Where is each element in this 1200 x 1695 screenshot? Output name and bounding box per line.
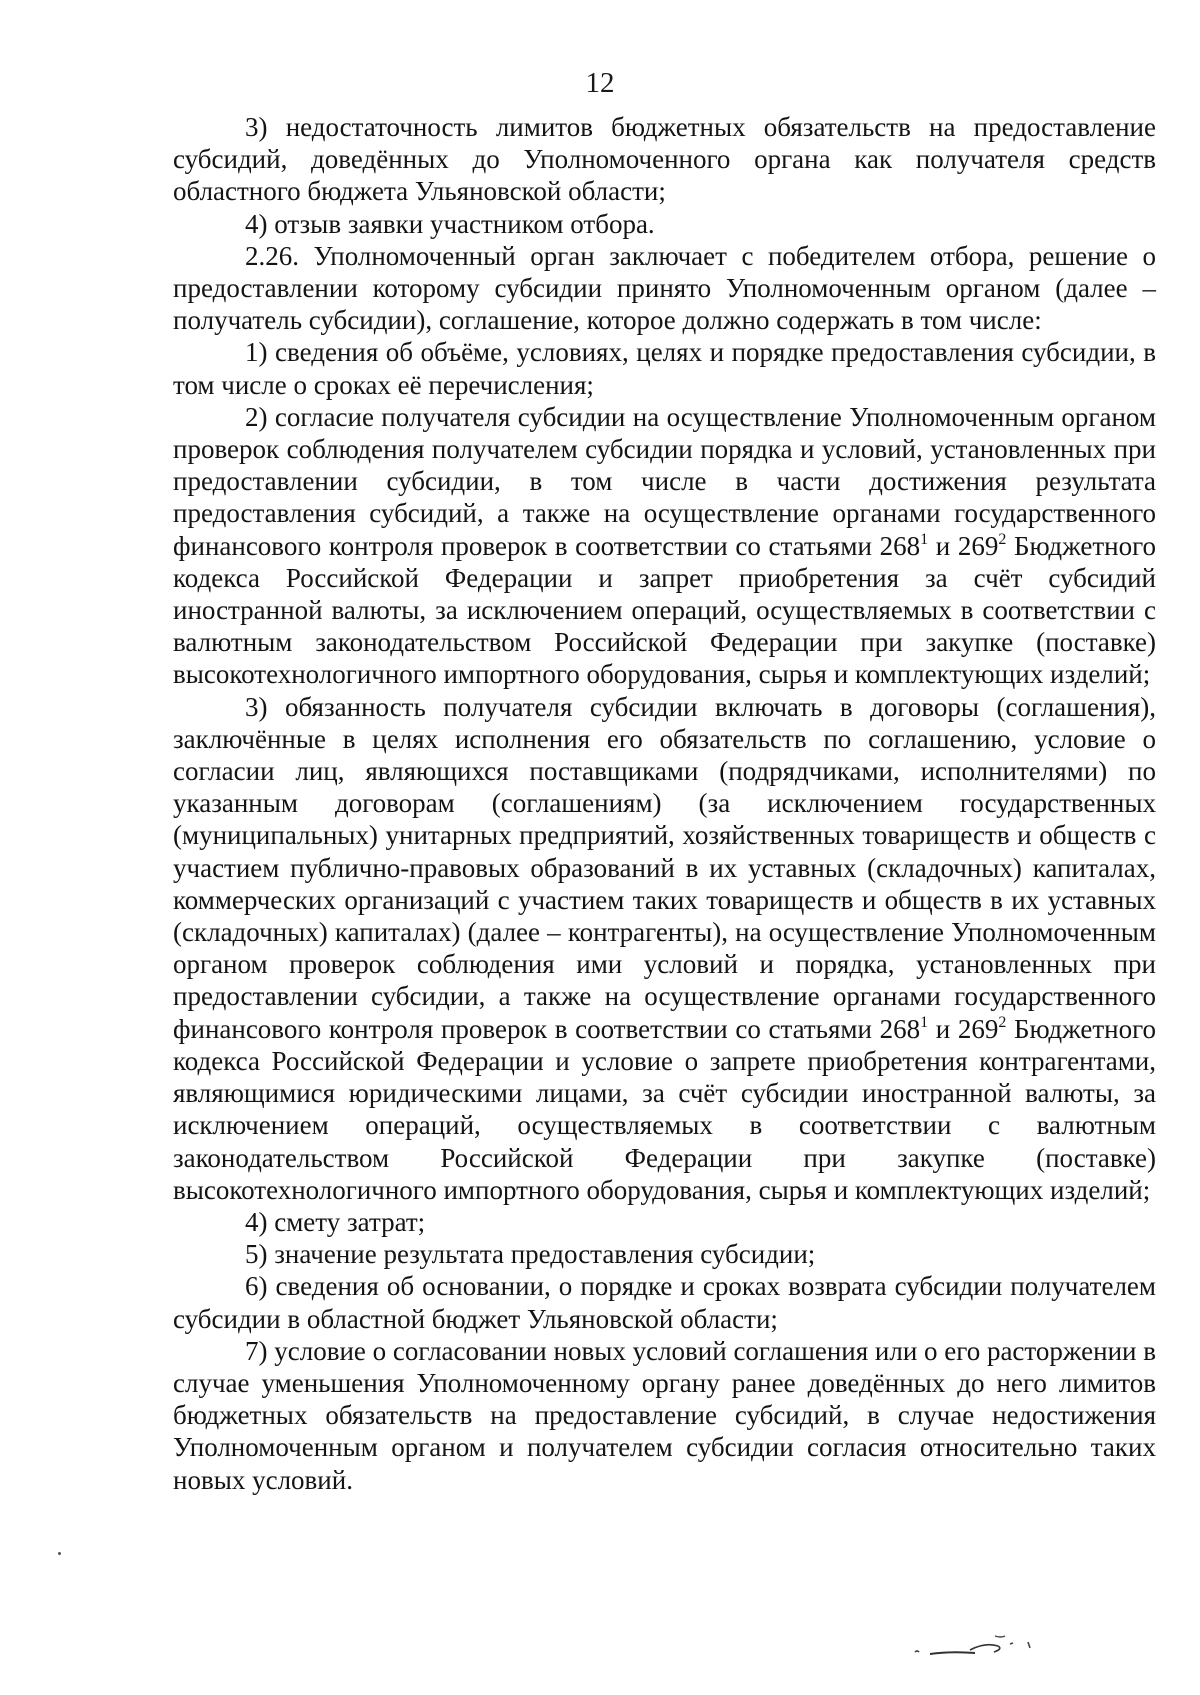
text-segment: 2) согласие получателя субсидии на осуществление Уполномоченным органом проверок соблюдения получателем субсидии порядка и условий, установленных при предоставлении субсидии, в том числе в части достижения результата предоставления субсидий, а также на осуществление органами государственного финансового контроля проверок в соответствии со статьями 268: [173, 401, 1156, 561]
text-segment: Бюджетного кодекса Российской Федерации и запрет приобретения за счёт субсидий иностранной валюты, за исключением операций, осуществляемых в соответствии с валютным законодательством Российской Федерации при закупке (поставке) высокотехнологичного импортного оборудования, сырья и комплектующих изделий;: [173, 530, 1157, 690]
paragraph-item-3-limits: 3) недостаточность лимитов бюджетных обязательств на предоставление субсидий, доведённых до Уполномоченного органа как получателя средств областного бюджета Ульяновской области;: [173, 112, 1156, 207]
paragraph-clause-2-26: 2.26. Уполномоченный орган заключает с победителем отбора, решение о предоставлении которому субсидии принято Уполномоченным органом (далее – получатель субсидии), соглашение, которое должно содержать в том числе:: [173, 240, 1156, 336]
scan-speck: [58, 1552, 61, 1555]
paragraph-item-4-estimate: 4) смету затрат;: [245, 1206, 426, 1237]
page-number: 12: [585, 67, 615, 99]
superscript: 1: [920, 1013, 929, 1031]
superscript: 1: [920, 530, 929, 548]
document-body: [173, 111, 1156, 1496]
text-segment: 3) обязанность получателя субсидии включать в договоры (соглашения), заключённые в целях исполнения его обязательств по соглашению, условие о согласии лиц, являющихся поставщиками (подрядчиками, исполнителями) по указанным договорам (соглашениям) (за исключением государственных (муниципальных) унитарных предприятий, хозяйственных товариществ и обществ с участием публично-правовых образований в их уставных (складочных) капиталах, коммерческих организаций с участием таких товариществ и обществ в их уставных (складочных) капиталах) (далее – контрагенты), на осуществление Уполномоченным органом проверок соблюдения ими условий и порядка, установленных при предоставлении субсидии, а также на осуществление органами государственного финансового контроля проверок в соответствии со статьями 268: [173, 691, 1156, 1044]
paragraph-item-3-obligation: [173, 691, 1156, 1206]
paragraph-item-5-result-value: 5) значение результата предоставления субсидии;: [245, 1239, 816, 1270]
text-segment: Бюджетного кодекса Российской Федерации и условие о запрете приобретения контрагентами, являющимися юридическими лицами, за счёт субсидии иностранной валюты, за исключением операций, осуществляемых в соответствии с валютным законодательством Российской Федерации при закупке (поставке) высокотехнологичного импортного оборудования, сырья и комплектующих изделий;: [173, 1013, 1157, 1205]
text-segment: и 269: [928, 1013, 999, 1044]
paragraph-item-4-withdrawal: 4) отзыв заявки участником отбора.: [245, 208, 655, 239]
paragraph-item-1-subsidy-info: 1) сведения об объёме, условиях, целях и порядке предоставления субсидии, в том числе о сроках её перечисления;: [173, 337, 1156, 400]
handwritten-mark: [910, 1630, 1060, 1670]
paragraph-item-6-refund: 6) сведения об основании, о порядке и сроках возврата субсидии получателем субсидии в областной бюджет Ульяновской области;: [173, 1271, 1156, 1334]
paragraph-item-7-new-terms: 7) условие о согласовании новых условий соглашения или о его расторжении в случае уменьшения Уполномоченному органу ранее доведённых до него лимитов бюджетных обязательств на предоставление субсидий, в случае недостижения Уполномоченным органом и получателем субсидии согласия относительно таких новых условий.: [173, 1335, 1156, 1495]
superscript: 2: [998, 530, 1007, 548]
superscript: 2: [998, 1013, 1007, 1031]
paragraph-item-2-consent: [173, 401, 1156, 691]
text-segment: и 269: [928, 530, 999, 561]
